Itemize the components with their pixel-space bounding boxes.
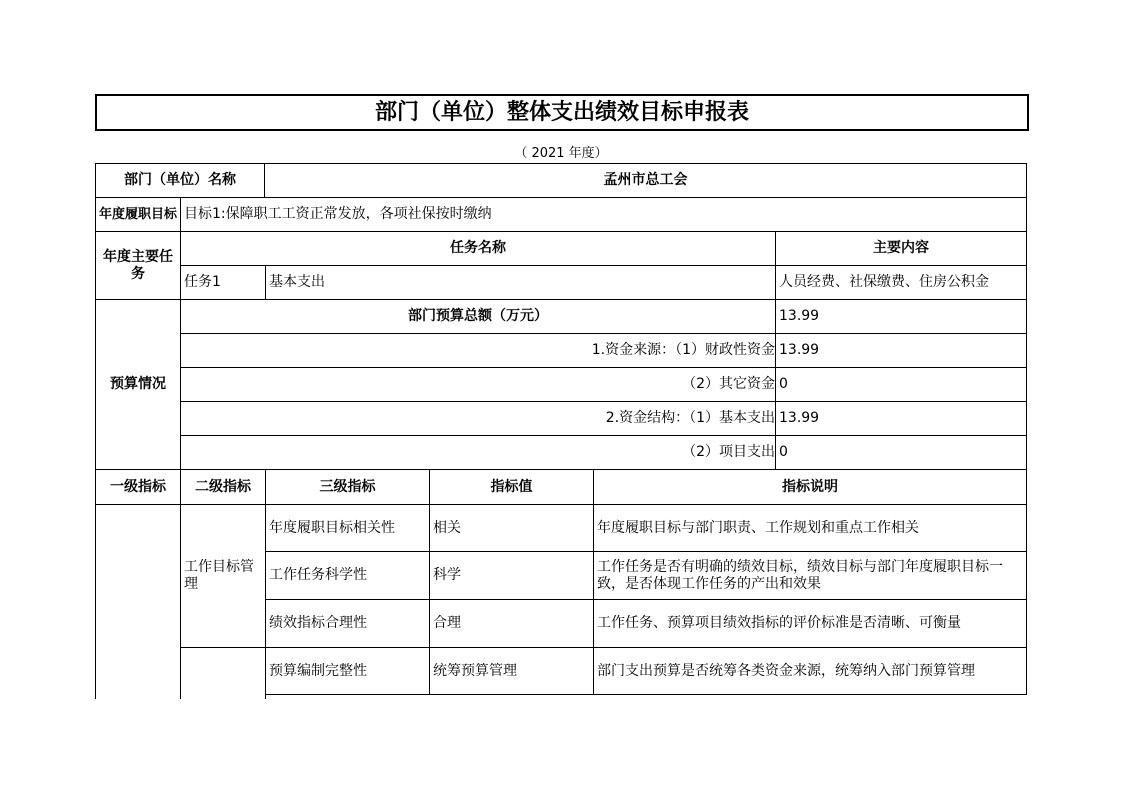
goal-label: 年度履职目标 [95, 197, 181, 232]
dept-label: 部门（单位）名称 [95, 163, 265, 198]
indicator-value: 合理 [429, 599, 594, 648]
tasks-col-name: 任务名称 [180, 231, 776, 266]
budget-row-value: 0 [775, 367, 1027, 402]
indicator-description: 部门支出预算是否统筹各类资金来源，统筹纳入部门预算管理 [593, 647, 1027, 695]
indicator-value: 相关 [429, 504, 594, 552]
budget-row-value: 0 [775, 435, 1027, 470]
budget-row-value: 13.99 [775, 333, 1027, 368]
indicator-description: 工作任务是否有明确的绩效目标，绩效目标与部门年度履职目标一致，是否体现工作任务的产出和效果 [593, 551, 1027, 600]
budget-row-label: （2）其它资金 [180, 367, 776, 402]
header-description: 指标说明 [593, 469, 1027, 505]
task-id: 任务1 [180, 265, 266, 300]
budget-total-label: 部门预算总额（万元） [180, 299, 776, 334]
budget-row-value: 13.99 [775, 401, 1027, 436]
level2-cell [180, 647, 266, 699]
task-content: 人员经费、社保缴费、住房公积金 [775, 265, 1027, 300]
indicator-value: 科学 [429, 551, 594, 600]
header-value: 指标值 [429, 469, 594, 505]
indicator-description: 工作任务、预算项目绩效指标的评价标准是否清晰、可衡量 [593, 599, 1027, 648]
budget-row-label: （2）项目支出 [180, 435, 776, 470]
budget-total-value: 13.99 [775, 299, 1027, 334]
tasks-col-content: 主要内容 [775, 231, 1027, 266]
header-level2: 二级指标 [180, 469, 266, 505]
indicator-level3: 绩效指标合理性 [265, 599, 430, 648]
goal-value: 目标1:保障职工工资正常发放，各项社保按时缴纳 [180, 197, 1027, 232]
page-title: 部门（单位）整体支出绩效目标申报表 [95, 94, 1029, 131]
fiscal-year: （ 2021 年度） [514, 146, 608, 161]
indicator-description: 年度履职目标与部门职责、工作规划和重点工作相关 [593, 504, 1027, 552]
header-level3: 三级指标 [265, 469, 430, 505]
indicator-level3: 年度履职目标相关性 [265, 504, 430, 552]
performance-table [95, 163, 1027, 693]
budget-row-label: 1.资金来源：（1）财政性资金 [180, 333, 776, 368]
dept-value: 孟州市总工会 [264, 163, 1027, 198]
budget-label: 预算情况 [95, 299, 181, 470]
budget-row-label: 2.资金结构：（1）基本支出 [180, 401, 776, 436]
indicator-level3: 工作任务科学性 [265, 551, 430, 600]
indicator-level3: 预算编制完整性 [265, 647, 430, 695]
level2-group: 工作目标管理 [180, 504, 266, 648]
indicator-value: 统筹预算管理 [429, 647, 594, 695]
header-level1: 一级指标 [95, 469, 181, 505]
task-name: 基本支出 [265, 265, 776, 300]
tasks-label: 年度主要任务 [95, 231, 181, 300]
level1-cell [95, 504, 181, 699]
